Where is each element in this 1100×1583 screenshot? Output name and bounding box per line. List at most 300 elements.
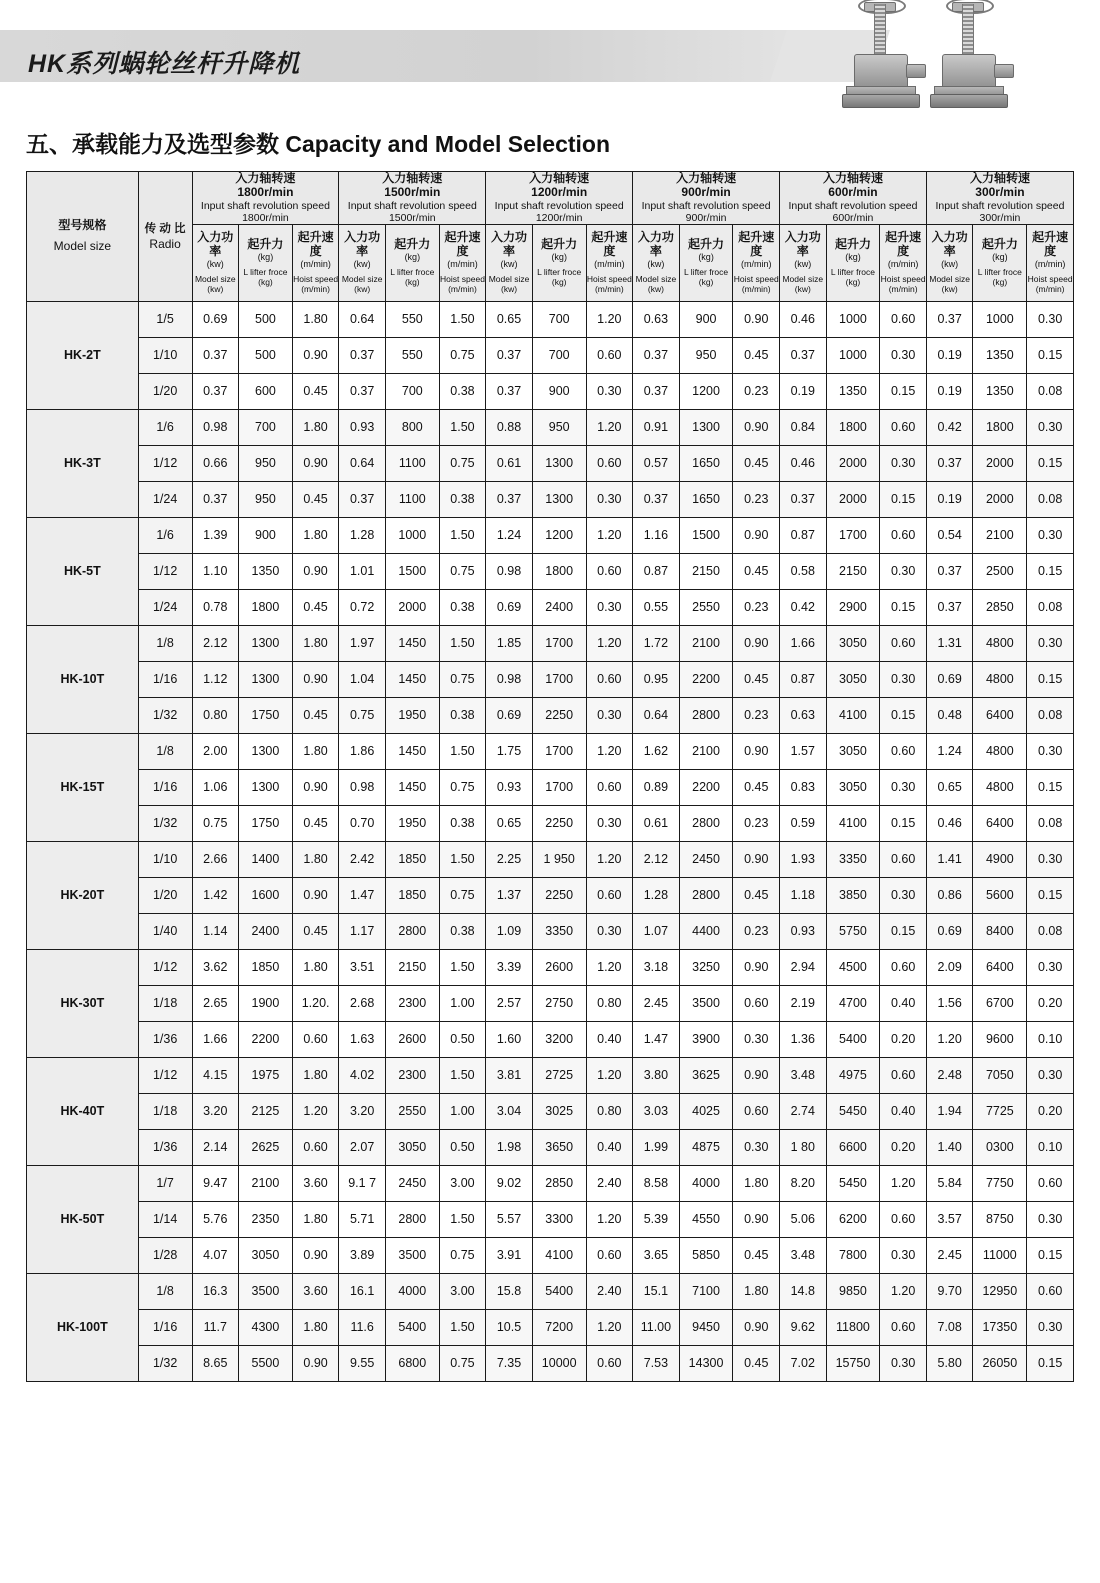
data-cell-1200-input-power: 1.09 — [486, 913, 533, 949]
table-row — [27, 1129, 1074, 1165]
ratio-cell: 1/18 — [138, 1093, 192, 1129]
data-cell-1500-input-power: 1.47 — [339, 877, 386, 913]
data-cell-900-lifting-speed: 0.45 — [733, 1237, 780, 1273]
header-lifting-force-300: 起升力 (kg) L lifter froce (kg) — [973, 224, 1027, 301]
data-cell-300-lifting-speed: 0.30 — [1027, 625, 1074, 661]
data-cell-300-lifting-speed: 0.60 — [1027, 1273, 1074, 1309]
data-cell-1500-input-power: 1.86 — [339, 733, 386, 769]
data-cell-300-lifting-speed: 0.20 — [1027, 1093, 1074, 1129]
data-cell-1800-lifting-speed: 0.60 — [292, 1129, 339, 1165]
data-cell-1800-lifting-speed: 1.80 — [292, 301, 339, 337]
data-cell-1200-input-power: 0.88 — [486, 409, 533, 445]
data-cell-1500-lifting-force: 1850 — [385, 841, 439, 877]
data-cell-300-input-power: 0.37 — [926, 301, 973, 337]
data-cell-900-lifting-speed: 0.90 — [733, 949, 780, 985]
ratio-cell: 1/18 — [138, 985, 192, 1021]
data-cell-300-input-power: 1.20 — [926, 1021, 973, 1057]
table-row — [27, 553, 1074, 589]
data-cell-1500-lifting-force: 1450 — [385, 769, 439, 805]
data-cell-300-lifting-force: 1350 — [973, 337, 1027, 373]
data-cell-1800-lifting-force: 1400 — [239, 841, 293, 877]
data-cell-1200-lifting-speed: 0.30 — [586, 373, 633, 409]
page-header — [0, 0, 1100, 112]
data-cell-1800-lifting-force: 2400 — [239, 913, 293, 949]
data-cell-1200-input-power: 3.39 — [486, 949, 533, 985]
data-cell-300-lifting-speed: 0.15 — [1027, 661, 1074, 697]
data-cell-300-lifting-speed: 0.15 — [1027, 877, 1074, 913]
data-cell-600-input-power: 1.93 — [780, 841, 827, 877]
data-cell-300-lifting-force: 4800 — [973, 661, 1027, 697]
data-cell-1200-lifting-speed: 0.60 — [586, 877, 633, 913]
header-input-power-900: 入力功率 (kw) Model size (kw) — [633, 224, 680, 301]
data-cell-300-lifting-speed: 0.30 — [1027, 517, 1074, 553]
data-cell-1200-input-power: 0.98 — [486, 661, 533, 697]
data-cell-900-input-power: 1.99 — [633, 1129, 680, 1165]
data-cell-1200-input-power: 9.02 — [486, 1165, 533, 1201]
data-cell-1800-lifting-force: 2350 — [239, 1201, 293, 1237]
data-cell-1500-lifting-speed: 0.38 — [439, 697, 486, 733]
data-cell-300-lifting-speed: 0.08 — [1027, 913, 1074, 949]
data-cell-1500-lifting-force: 2600 — [385, 1021, 439, 1057]
header-lifting-force-1200: 起升力 (kg) L lifter froce (kg) — [532, 224, 586, 301]
data-cell-1500-lifting-force: 800 — [385, 409, 439, 445]
data-cell-900-lifting-force: 7100 — [679, 1273, 733, 1309]
data-cell-1800-lifting-speed: 0.90 — [292, 553, 339, 589]
data-cell-1500-lifting-speed: 1.50 — [439, 1309, 486, 1345]
data-cell-1500-lifting-force: 2300 — [385, 1057, 439, 1093]
data-cell-900-lifting-force: 2100 — [679, 625, 733, 661]
data-cell-1200-lifting-force: 1700 — [532, 661, 586, 697]
header-input-power-300: 入力功率 (kw) Model size (kw) — [926, 224, 973, 301]
data-cell-900-lifting-force: 2800 — [679, 805, 733, 841]
data-cell-600-lifting-force: 15750 — [826, 1345, 880, 1381]
data-cell-900-lifting-speed: 0.45 — [733, 553, 780, 589]
section-heading: 五、承载能力及选型参数 Capacity and Model Selection — [26, 131, 611, 157]
data-cell-1500-lifting-speed: 1.50 — [439, 841, 486, 877]
table-body — [27, 301, 1074, 1381]
data-cell-900-input-power: 1.47 — [633, 1021, 680, 1057]
data-cell-1500-lifting-force: 1000 — [385, 517, 439, 553]
data-cell-1800-input-power: 1.42 — [192, 877, 239, 913]
data-cell-600-lifting-speed: 0.30 — [880, 769, 927, 805]
data-cell-1800-lifting-force: 950 — [239, 445, 293, 481]
data-cell-600-input-power: 2.19 — [780, 985, 827, 1021]
data-cell-900-input-power: 15.1 — [633, 1273, 680, 1309]
data-cell-900-input-power: 0.89 — [633, 769, 680, 805]
data-cell-600-lifting-speed: 1.20 — [880, 1273, 927, 1309]
table-row — [27, 1057, 1074, 1093]
data-cell-1800-lifting-force: 1750 — [239, 805, 293, 841]
data-cell-600-lifting-speed: 0.30 — [880, 877, 927, 913]
data-cell-1500-lifting-speed: 1.50 — [439, 733, 486, 769]
data-cell-1800-lifting-speed: 3.60 — [292, 1165, 339, 1201]
header-speed-group-1500: 入力轴转速 1500r/min Input shaft revolution speed 1500r/min — [339, 172, 486, 225]
data-cell-300-lifting-speed: 0.30 — [1027, 841, 1074, 877]
data-cell-1500-lifting-speed: 0.50 — [439, 1021, 486, 1057]
data-cell-1200-lifting-speed: 1.20 — [586, 949, 633, 985]
data-cell-1500-input-power: 0.98 — [339, 769, 386, 805]
table-row — [27, 1201, 1074, 1237]
data-cell-1200-input-power: 2.25 — [486, 841, 533, 877]
data-cell-600-input-power: 7.02 — [780, 1345, 827, 1381]
data-cell-1800-input-power: 2.66 — [192, 841, 239, 877]
data-cell-1500-input-power: 1.04 — [339, 661, 386, 697]
data-cell-900-lifting-speed: 0.45 — [733, 445, 780, 481]
data-cell-1200-input-power: 3.81 — [486, 1057, 533, 1093]
ratio-cell: 1/10 — [138, 337, 192, 373]
data-cell-900-lifting-force: 4025 — [679, 1093, 733, 1129]
data-cell-1800-lifting-speed: 0.90 — [292, 661, 339, 697]
data-cell-1800-lifting-speed: 1.80 — [292, 517, 339, 553]
table-row — [27, 661, 1074, 697]
data-cell-1800-lifting-force: 700 — [239, 409, 293, 445]
data-cell-300-input-power: 7.08 — [926, 1309, 973, 1345]
model-name-cell: HK-3T — [27, 409, 139, 517]
data-cell-900-lifting-speed: 0.90 — [733, 517, 780, 553]
data-cell-1800-lifting-force: 1300 — [239, 661, 293, 697]
table-row — [27, 1237, 1074, 1273]
data-cell-300-input-power: 1.24 — [926, 733, 973, 769]
data-cell-300-input-power: 1.56 — [926, 985, 973, 1021]
data-cell-900-lifting-speed: 0.90 — [733, 1057, 780, 1093]
ratio-cell: 1/12 — [138, 445, 192, 481]
data-cell-900-lifting-force: 14300 — [679, 1345, 733, 1381]
data-cell-1200-lifting-speed: 1.20 — [586, 733, 633, 769]
data-cell-1200-lifting-speed: 1.20 — [586, 517, 633, 553]
data-cell-1500-lifting-force: 2800 — [385, 1201, 439, 1237]
table-row — [27, 841, 1074, 877]
data-cell-300-lifting-speed: 0.15 — [1027, 1345, 1074, 1381]
data-cell-300-lifting-speed: 0.15 — [1027, 445, 1074, 481]
data-cell-300-lifting-speed: 0.30 — [1027, 1057, 1074, 1093]
data-cell-1800-input-power: 0.80 — [192, 697, 239, 733]
data-cell-1800-lifting-speed: 1.80 — [292, 1201, 339, 1237]
capacity-model-selection-table — [26, 171, 1074, 1382]
data-cell-1200-lifting-force: 2600 — [532, 949, 586, 985]
data-cell-900-lifting-speed: 0.90 — [733, 733, 780, 769]
data-cell-1200-lifting-force: 700 — [532, 337, 586, 373]
data-cell-1800-lifting-speed: 0.45 — [292, 913, 339, 949]
data-cell-1500-lifting-force: 2800 — [385, 913, 439, 949]
data-cell-1500-lifting-speed: 0.38 — [439, 481, 486, 517]
data-cell-1500-input-power: 3.51 — [339, 949, 386, 985]
table-row — [27, 985, 1074, 1021]
data-cell-1500-lifting-force: 1950 — [385, 805, 439, 841]
data-cell-1200-lifting-speed: 0.30 — [586, 589, 633, 625]
data-cell-1800-input-power: 11.7 — [192, 1309, 239, 1345]
data-cell-300-lifting-speed: 0.30 — [1027, 301, 1074, 337]
data-cell-300-lifting-force: 6400 — [973, 697, 1027, 733]
data-cell-1500-lifting-speed: 0.50 — [439, 1129, 486, 1165]
page-title: HK系列蜗轮丝杆升降机 — [28, 50, 301, 78]
data-cell-1800-lifting-force: 1300 — [239, 733, 293, 769]
data-cell-1200-lifting-force: 7200 — [532, 1309, 586, 1345]
data-cell-900-lifting-force: 2800 — [679, 877, 733, 913]
data-cell-1500-lifting-force: 550 — [385, 337, 439, 373]
data-cell-900-input-power: 1.16 — [633, 517, 680, 553]
data-cell-900-lifting-force: 1200 — [679, 373, 733, 409]
data-cell-1200-lifting-speed: 1.20 — [586, 1057, 633, 1093]
data-cell-1500-input-power: 2.07 — [339, 1129, 386, 1165]
data-cell-300-input-power: 1.94 — [926, 1093, 973, 1129]
data-cell-300-input-power: 1.31 — [926, 625, 973, 661]
data-cell-600-lifting-speed: 0.20 — [880, 1129, 927, 1165]
data-cell-300-input-power: 2.48 — [926, 1057, 973, 1093]
data-cell-1500-lifting-speed: 0.75 — [439, 337, 486, 373]
data-cell-1200-lifting-force: 2250 — [532, 877, 586, 913]
data-cell-1500-input-power: 0.37 — [339, 337, 386, 373]
data-cell-300-lifting-speed: 0.30 — [1027, 409, 1074, 445]
data-cell-1500-lifting-speed: 1.00 — [439, 1093, 486, 1129]
data-cell-600-lifting-speed: 0.30 — [880, 661, 927, 697]
data-cell-600-lifting-force: 1000 — [826, 301, 880, 337]
data-cell-300-lifting-force: 5600 — [973, 877, 1027, 913]
data-cell-600-input-power: 0.87 — [780, 661, 827, 697]
ratio-cell: 1/8 — [138, 625, 192, 661]
data-cell-900-lifting-force: 2150 — [679, 553, 733, 589]
data-cell-600-lifting-force: 1800 — [826, 409, 880, 445]
data-cell-1800-lifting-speed: 1.80 — [292, 841, 339, 877]
data-cell-1500-input-power: 0.75 — [339, 697, 386, 733]
header-model-size: 型号规格 Model size — [27, 172, 139, 302]
data-cell-1500-input-power: 0.72 — [339, 589, 386, 625]
data-cell-600-lifting-force: 3850 — [826, 877, 880, 913]
screw-jack-illustration-1-icon — [836, 4, 926, 110]
header-lifting-force-600: 起升力 (kg) L lifter froce (kg) — [826, 224, 880, 301]
data-cell-900-lifting-force: 2550 — [679, 589, 733, 625]
data-cell-600-lifting-force: 4700 — [826, 985, 880, 1021]
data-cell-1500-input-power: 0.37 — [339, 373, 386, 409]
ratio-cell: 1/36 — [138, 1021, 192, 1057]
data-cell-1800-lifting-speed: 0.90 — [292, 337, 339, 373]
data-cell-1200-input-power: 5.57 — [486, 1201, 533, 1237]
data-cell-1800-input-power: 0.37 — [192, 373, 239, 409]
ratio-cell: 1/28 — [138, 1237, 192, 1273]
data-cell-1800-lifting-speed: 0.90 — [292, 877, 339, 913]
data-cell-600-input-power: 0.59 — [780, 805, 827, 841]
data-cell-600-lifting-force: 4500 — [826, 949, 880, 985]
table-row — [27, 949, 1074, 985]
data-cell-600-input-power: 0.46 — [780, 301, 827, 337]
data-cell-1500-lifting-speed: 0.75 — [439, 445, 486, 481]
ratio-cell: 1/20 — [138, 373, 192, 409]
model-name-cell: HK-30T — [27, 949, 139, 1057]
header-speed-group-1800: 入力轴转速 1800r/min Input shaft revolution speed 1800r/min — [192, 172, 339, 225]
data-cell-900-input-power: 1.28 — [633, 877, 680, 913]
data-cell-1800-lifting-force: 1350 — [239, 553, 293, 589]
data-cell-600-input-power: 0.37 — [780, 481, 827, 517]
data-cell-1800-lifting-speed: 0.60 — [292, 1021, 339, 1057]
data-cell-300-input-power: 0.46 — [926, 805, 973, 841]
data-cell-600-input-power: 0.63 — [780, 697, 827, 733]
data-cell-1500-input-power: 5.71 — [339, 1201, 386, 1237]
model-name-cell: HK-2T — [27, 301, 139, 409]
data-cell-1800-input-power: 1.66 — [192, 1021, 239, 1057]
data-cell-1800-input-power: 1.39 — [192, 517, 239, 553]
data-cell-600-lifting-force: 3050 — [826, 625, 880, 661]
data-cell-300-lifting-force: 4800 — [973, 733, 1027, 769]
header-lifting-speed-1200: 起升速度 (m/min) Hoist speed (m/min) — [586, 224, 633, 301]
data-cell-600-lifting-force: 11800 — [826, 1309, 880, 1345]
data-cell-1800-lifting-speed: 1.80 — [292, 625, 339, 661]
ratio-cell: 1/36 — [138, 1129, 192, 1165]
data-cell-1800-lifting-force: 2200 — [239, 1021, 293, 1057]
data-cell-1800-input-power: 0.75 — [192, 805, 239, 841]
data-cell-900-lifting-force: 2200 — [679, 661, 733, 697]
data-cell-600-lifting-speed: 0.60 — [880, 1057, 927, 1093]
data-cell-1800-input-power: 16.3 — [192, 1273, 239, 1309]
data-cell-1200-lifting-speed: 0.80 — [586, 1093, 633, 1129]
data-cell-1800-lifting-force: 1750 — [239, 697, 293, 733]
data-cell-1800-lifting-force: 4300 — [239, 1309, 293, 1345]
data-cell-1200-lifting-force: 2850 — [532, 1165, 586, 1201]
data-cell-300-lifting-speed: 0.30 — [1027, 949, 1074, 985]
data-cell-600-input-power: 2.74 — [780, 1093, 827, 1129]
data-cell-1800-lifting-speed: 1.20 — [292, 1093, 339, 1129]
header-input-power-1800: 入力功率 (kw) Model size (kw) — [192, 224, 239, 301]
data-cell-900-lifting-speed: 0.90 — [733, 625, 780, 661]
data-cell-1500-input-power: 0.70 — [339, 805, 386, 841]
data-cell-900-lifting-speed: 0.23 — [733, 589, 780, 625]
data-cell-1500-input-power: 2.42 — [339, 841, 386, 877]
data-cell-1200-input-power: 1.75 — [486, 733, 533, 769]
data-cell-1200-input-power: 0.61 — [486, 445, 533, 481]
data-cell-600-input-power: 8.20 — [780, 1165, 827, 1201]
data-cell-600-lifting-force: 5750 — [826, 913, 880, 949]
data-cell-600-lifting-speed: 0.20 — [880, 1021, 927, 1057]
data-cell-600-lifting-force: 4975 — [826, 1057, 880, 1093]
data-cell-600-lifting-speed: 0.15 — [880, 805, 927, 841]
ratio-cell: 1/12 — [138, 1057, 192, 1093]
data-cell-1800-lifting-force: 1300 — [239, 625, 293, 661]
data-cell-300-lifting-force: 8750 — [973, 1201, 1027, 1237]
header-lifting-force-1800: 起升力 (kg) L lifter froce (kg) — [239, 224, 293, 301]
data-cell-300-lifting-force: 1800 — [973, 409, 1027, 445]
data-cell-600-lifting-force: 3050 — [826, 769, 880, 805]
model-name-cell: HK-100T — [27, 1273, 139, 1381]
data-cell-300-input-power: 2.09 — [926, 949, 973, 985]
data-cell-600-lifting-force: 4100 — [826, 697, 880, 733]
data-cell-300-lifting-speed: 0.15 — [1027, 553, 1074, 589]
data-cell-1500-lifting-speed: 1.50 — [439, 1057, 486, 1093]
data-cell-1200-lifting-speed: 1.20 — [586, 409, 633, 445]
data-cell-900-lifting-force: 1500 — [679, 517, 733, 553]
table-row — [27, 1093, 1074, 1129]
data-cell-600-input-power: 1.66 — [780, 625, 827, 661]
header-lifting-speed-1800: 起升速度 (m/min) Hoist speed (m/min) — [292, 224, 339, 301]
data-cell-600-input-power: 0.84 — [780, 409, 827, 445]
data-cell-1500-lifting-force: 2300 — [385, 985, 439, 1021]
data-cell-1500-input-power: 1.97 — [339, 625, 386, 661]
data-cell-900-lifting-force: 3900 — [679, 1021, 733, 1057]
data-cell-1500-lifting-force: 2550 — [385, 1093, 439, 1129]
data-cell-600-input-power: 0.42 — [780, 589, 827, 625]
data-cell-900-lifting-force: 3250 — [679, 949, 733, 985]
data-cell-1200-lifting-speed: 0.40 — [586, 1129, 633, 1165]
data-cell-1800-input-power: 0.37 — [192, 481, 239, 517]
data-cell-900-lifting-speed: 0.45 — [733, 1345, 780, 1381]
data-cell-1200-lifting-force: 3650 — [532, 1129, 586, 1165]
data-cell-1800-lifting-speed: 1.80 — [292, 949, 339, 985]
data-cell-600-input-power: 0.37 — [780, 337, 827, 373]
data-cell-1500-input-power: 9.1 7 — [339, 1165, 386, 1201]
data-cell-1200-lifting-force: 1300 — [532, 445, 586, 481]
data-cell-900-lifting-force: 9450 — [679, 1309, 733, 1345]
data-cell-900-lifting-speed: 0.45 — [733, 877, 780, 913]
data-cell-1500-lifting-speed: 0.75 — [439, 553, 486, 589]
data-cell-600-lifting-force: 3050 — [826, 661, 880, 697]
data-cell-1800-lifting-speed: 0.45 — [292, 805, 339, 841]
data-cell-900-lifting-speed: 0.23 — [733, 373, 780, 409]
data-cell-1800-lifting-speed: 0.90 — [292, 1345, 339, 1381]
data-cell-1800-lifting-speed: 0.90 — [292, 1237, 339, 1273]
data-cell-600-lifting-speed: 0.60 — [880, 301, 927, 337]
data-cell-1500-lifting-speed: 0.75 — [439, 1345, 486, 1381]
data-cell-900-lifting-force: 2100 — [679, 733, 733, 769]
data-cell-900-lifting-force: 900 — [679, 301, 733, 337]
table-header-group-row — [27, 172, 1074, 225]
data-cell-1500-lifting-speed: 1.50 — [439, 301, 486, 337]
ratio-cell: 1/32 — [138, 697, 192, 733]
data-cell-900-input-power: 0.37 — [633, 481, 680, 517]
table-row — [27, 1309, 1074, 1345]
data-cell-600-lifting-speed: 0.60 — [880, 841, 927, 877]
table-row — [27, 733, 1074, 769]
data-cell-1800-lifting-speed: 1.80 — [292, 1057, 339, 1093]
header-speed-group-900: 入力轴转速 900r/min Input shaft revolution speed 900r/min — [633, 172, 780, 225]
data-cell-1200-lifting-force: 2725 — [532, 1057, 586, 1093]
data-cell-300-input-power: 0.86 — [926, 877, 973, 913]
data-cell-900-lifting-force: 2450 — [679, 841, 733, 877]
data-cell-1800-input-power: 0.98 — [192, 409, 239, 445]
data-cell-600-input-power: 0.19 — [780, 373, 827, 409]
data-cell-900-lifting-speed: 0.90 — [733, 1201, 780, 1237]
data-cell-1800-lifting-speed: 1.80 — [292, 409, 339, 445]
ratio-cell: 1/16 — [138, 769, 192, 805]
ratio-cell: 1/8 — [138, 1273, 192, 1309]
header-speed-group-600: 入力轴转速 600r/min Input shaft revolution speed 600r/min — [780, 172, 927, 225]
data-cell-1500-lifting-force: 2000 — [385, 589, 439, 625]
table-row — [27, 1165, 1074, 1201]
data-cell-600-input-power: 1.18 — [780, 877, 827, 913]
table-row — [27, 1345, 1074, 1381]
data-cell-1800-lifting-speed: 0.90 — [292, 445, 339, 481]
data-cell-900-lifting-force: 4550 — [679, 1201, 733, 1237]
data-cell-1200-lifting-force: 1200 — [532, 517, 586, 553]
table-row — [27, 769, 1074, 805]
data-cell-1800-input-power: 5.76 — [192, 1201, 239, 1237]
table-row — [27, 1273, 1074, 1309]
data-cell-600-lifting-speed: 0.30 — [880, 1237, 927, 1273]
data-cell-1500-input-power: 9.55 — [339, 1345, 386, 1381]
table-row — [27, 337, 1074, 373]
data-cell-1500-lifting-force: 3050 — [385, 1129, 439, 1165]
data-cell-1800-lifting-force: 5500 — [239, 1345, 293, 1381]
data-cell-600-input-power: 9.62 — [780, 1309, 827, 1345]
data-cell-1200-lifting-force: 3200 — [532, 1021, 586, 1057]
data-cell-300-input-power: 0.37 — [926, 445, 973, 481]
data-cell-900-input-power: 0.87 — [633, 553, 680, 589]
data-cell-1200-lifting-force: 10000 — [532, 1345, 586, 1381]
header-lifting-speed-300: 起升速度 (m/min) Hoist speed (m/min) — [1027, 224, 1074, 301]
data-cell-600-lifting-speed: 0.30 — [880, 1345, 927, 1381]
data-cell-900-input-power: 3.65 — [633, 1237, 680, 1273]
data-cell-300-lifting-speed: 0.10 — [1027, 1021, 1074, 1057]
data-cell-1200-lifting-speed: 0.40 — [586, 1021, 633, 1057]
data-cell-900-input-power: 1.72 — [633, 625, 680, 661]
data-cell-300-lifting-force: 2000 — [973, 445, 1027, 481]
data-cell-300-input-power: 0.54 — [926, 517, 973, 553]
